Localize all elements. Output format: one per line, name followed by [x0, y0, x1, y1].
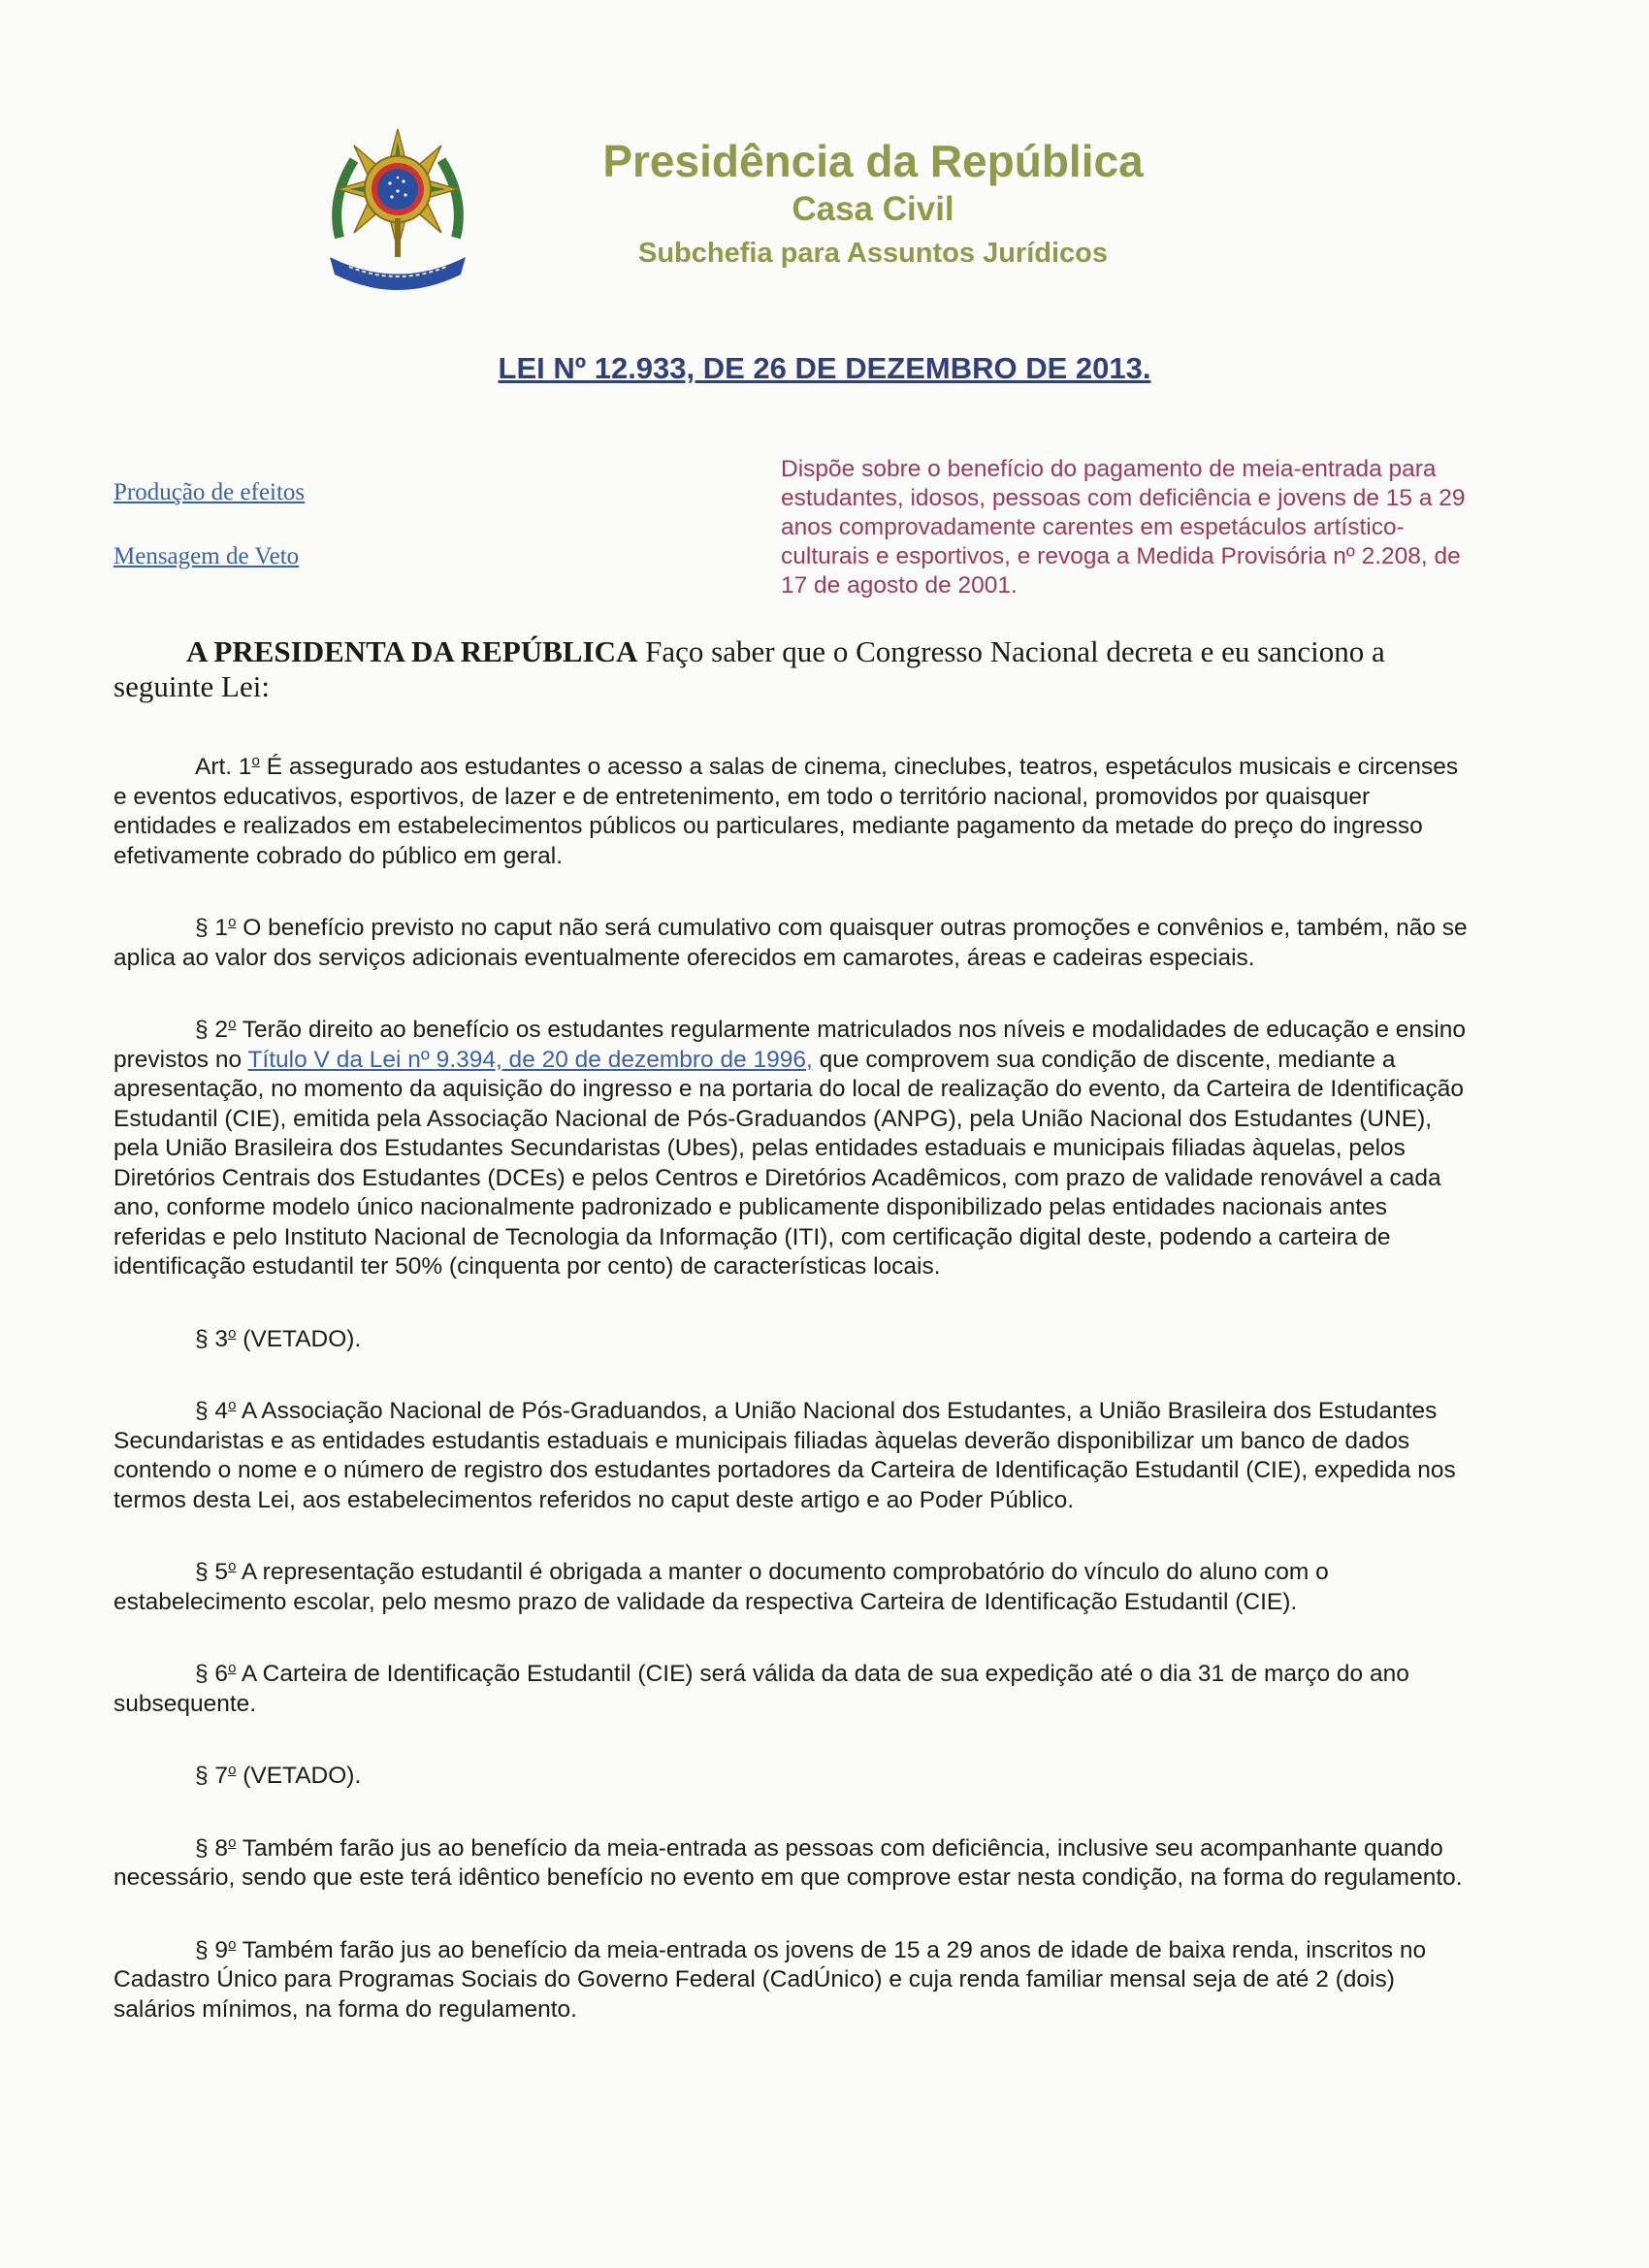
article-text: É assegurado aos estudantes o acesso a salas de cinema, cineclubes, teatros, espetáculos musicais e circenses e eventos educativos, esportivos, de lazer e de entretenimento, em todo o território nacional, promovidos por quaisquer entidades e realizados em estabelecimentos públicos ou particulares, mediante pagamento da metade do preço do ingresso efetivamente cobrado do público em geral. [113, 754, 1459, 869]
paragraph-4 [113, 1391, 1471, 1515]
article-label: Art. 1 [195, 754, 252, 780]
paragraph-label: § 1 [195, 915, 229, 941]
paragraph-text: A Associação Nacional de Pós-Graduandos, a União Nacional dos Estudantes, a União Brasileira dos Estudantes Secundaristas e as entidades estudantis estaduais e municipais filiadas àquelas deverão disponibilizar um banco de dados contendo o nome e o número de registro dos estudantes portadores da Carteira de Identificação Estudantil (CIE), expedida nos termos desta Lei, aos estabelecimentos referidos no caput deste artigo e ao Poder Público. [113, 1398, 1456, 1513]
paragraph-label: § 5 [195, 1559, 229, 1585]
enactment-rest: Faço saber que o Congresso Nacional decreta e eu sanciono a seguinte Lei: [113, 634, 1385, 703]
paragraph-6 [113, 1654, 1471, 1719]
paragraph-text: Também farão jus ao benefício da meia-entrada as pessoas com deficiência, inclusive seu acompanhante quando necessário, sendo que este terá idêntico benefício no evento em que comprove estar nesta condição, na forma do regulamento. [113, 1834, 1463, 1891]
link-titulo-v-lei-9394[interactable]: Título V da Lei nº 9.394, de 20 de dezembro de 1996, [247, 1046, 813, 1073]
paragraph-label: § 2 [195, 1017, 229, 1043]
ordinal-mark: o [228, 1016, 237, 1032]
side-links [113, 479, 305, 570]
link-producao-de-efeitos[interactable]: Produção de efeitos [113, 479, 306, 505]
paragraph-label: § 9 [195, 1936, 229, 1963]
brazil-coat-of-arms-icon [320, 121, 475, 291]
paragraph-9 [113, 1930, 1471, 2025]
paragraph-label: § 4 [195, 1398, 229, 1424]
ementa-text: Dispõe sobre o benefício do pagamento de meia-entrada para estudantes, idosos, pessoas com deficiência e jovens de 15 a 29 anos comprovadamente carentes em espetáculos artístico-culturais e esportivos, e revoga a Medida Provisória nº 2.208, de 17 de agosto de 2001. [781, 456, 1466, 599]
header-title: Presidência da República [602, 136, 1144, 186]
paragraph-text: Terão direito ao benefício os estudantes regularmente matriculados nos níveis e modalidades de educação e ensino previstos no [113, 1017, 1466, 1073]
paragraph-label: § 3 [195, 1325, 229, 1352]
ordinal-mark: o [228, 1397, 237, 1413]
ordinal-mark: o [228, 914, 237, 930]
paragraph-text: que comprovem sua condição de discente, mediante a apresentação, no momento da aquisição do ingresso e na portaria do local de realização do evento, da Carteira de Identificação Estudantil (CIE), emitida pela Associação Nacional de Pós-Graduandos (ANPG), pela União Nacional dos Estudantes (UNE), pela União Brasileira dos Estudantes Secundaristas (Ubes), pelas entidades estaduais e municipais filiadas àquelas, pelos Diretórios Centrais dos Estudantes (DCEs) e pelos Centros e Diretórios Acadêmicos, com prazo de validade renovável a cada ano, conforme modelo único nacionalmente padronizado e publicamente disponibilizado pelas entidades nacionais antes referidas e pelo Instituto Nacional de Tecnologia da Informação (ITI), com certificação digital deste, podendo a carteira de identificação estudantil ter 50% (cinquenta por cento) de características locais. [113, 1046, 1464, 1280]
paragraph-2 [113, 1010, 1471, 1282]
paragraph-label: § 6 [195, 1661, 229, 1687]
ordinal-mark: o [228, 1660, 237, 1676]
paragraph-8 [113, 1829, 1471, 1894]
ordinal-mark: o [228, 1558, 237, 1574]
ordinal-mark: o [228, 1833, 237, 1851]
link-mensagem-de-veto[interactable]: Mensagem de Veto [113, 543, 300, 569]
paragraph-label: § 8 [195, 1834, 229, 1862]
paragraph-7 [113, 1756, 1471, 1792]
enactment-clause [113, 634, 1462, 704]
law-title: LEI Nº 12.933, DE 26 DE DEZEMBRO DE 2013. [498, 351, 1151, 385]
header-subtitle-subchefia: Subchefia para Assuntos Jurídicos [638, 237, 1108, 269]
ordinal-mark: o [228, 1935, 237, 1953]
paragraph-3 [113, 1319, 1471, 1355]
paragraph-label: § 7 [195, 1763, 229, 1789]
paragraph-text: A representação estudantil é obrigada a manter o documento comprobatório do vínculo do aluno com o estabelecimento escolar, pelo mesmo prazo de validade da respectiva Carteira de Identificação Estudantil (CIE). [113, 1559, 1329, 1615]
ordinal-mark: o [228, 1324, 237, 1342]
paragraph-text: Também farão jus ao benefício da meia-entrada os jovens de 15 a 29 anos de idade de baixa renda, inscritos no Cadastro Único para Programas Sociais do Governo Federal (CadÚnico) e cuja renda familiar mensal seja de até 2 (dois) salários mínimos, na forma do regulamento. [113, 1936, 1427, 2023]
header-subtitle-casa-civil: Casa Civil [792, 189, 954, 228]
header-block [543, 136, 1203, 273]
paragraph-5 [113, 1552, 1471, 1617]
paragraph-text: A Carteira de Identificação Estudantil (CIE) será válida da data de sua expedição até o dia 31 de março do ano subsequente. [113, 1661, 1409, 1717]
ordinal-mark: o [251, 753, 260, 769]
paragraph-text: (VETADO). [236, 1325, 362, 1352]
article-1 [113, 747, 1471, 871]
enactment-bold: A PRESIDENTA DA REPÚBLICA [186, 634, 638, 668]
paragraph-1 [113, 908, 1471, 973]
paragraph-text: (VETADO). [236, 1763, 362, 1789]
ordinal-mark: o [228, 1762, 237, 1778]
law-body [113, 747, 1471, 2061]
paragraph-text: O benefício previsto no caput não será cumulativo com quaisquer outras promoções e convênios e, também, não se aplica ao valor dos serviços adicionais eventualmente oferecidos em camarotes, áreas e cadeiras especiais. [113, 915, 1468, 971]
